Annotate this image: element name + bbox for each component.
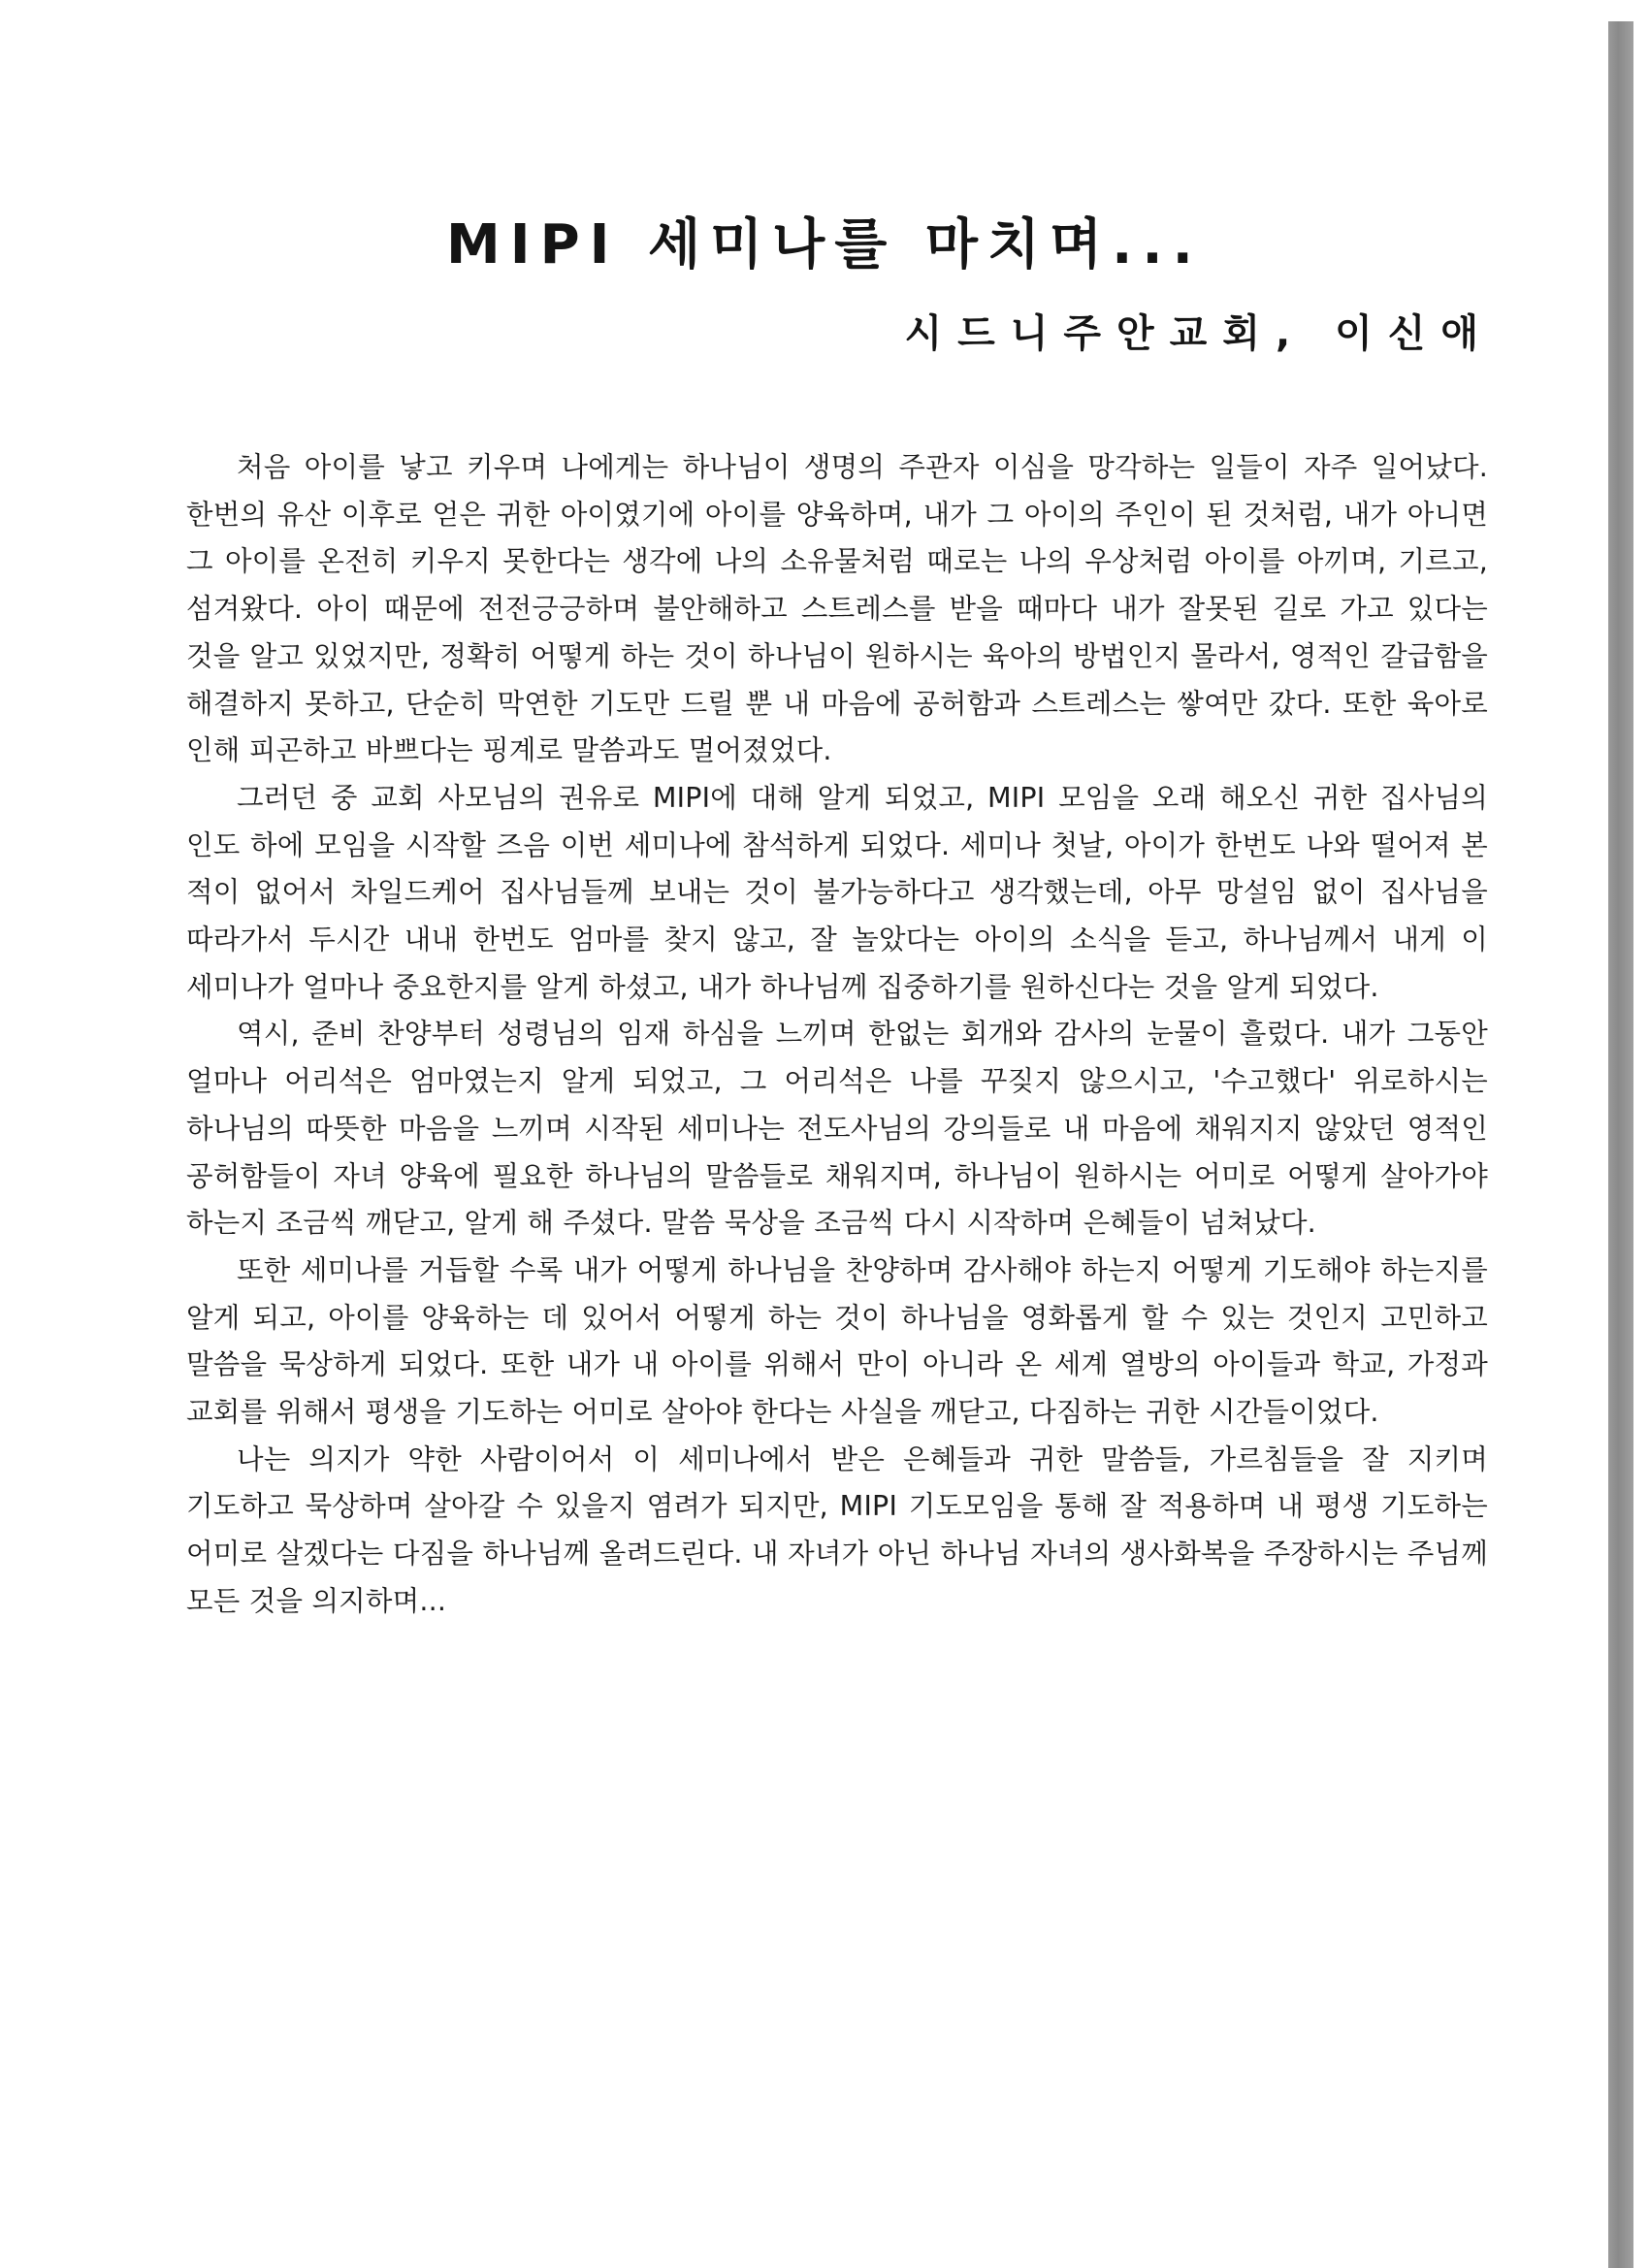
paragraph-1: 처음 아이를 낳고 키우며 나에게는 하나님이 생명의 주관자 이심을 망각하는 일들이 자주 일어났다. 한번의 유산 이후로 얻은 귀한 아이였기에 아이를 양육하며, 내가 그 아이의 주인이 된 것처럼, 내가 아니면 그 아이를 온전히 키우지 못한다는 생각에 나의 소유물처럼 때로는 나의 우상처럼 아이를 아끼며, 기르고, 섬겨왔다. 아이 때문에 전전긍긍하며 불안해하고 스트레스를 받을 때마다 내가 잘못된 길로 가고 있다는 것을 알고 있었지만, 정확히 어떻게 하는 것이 하나님이 원하시는 육아의 방법인지 몰라서, 영적인 갈급함을 해결하지 못하고, 단순히 막연한 기도만 드릴 뿐 내 마음에 공허함과 스트레스는 쌓여만 갔다. 또한 육아로 인해 피곤하고 바쁘다는 핑계로 말씀과도 멀어졌었다. — [186, 451, 1488, 767]
document-title: MIPI 세미나를 마치며... — [446, 213, 1203, 276]
scan-page-edge — [1608, 21, 1633, 2268]
author-byline: 시드니주안교회, 이신애 — [904, 311, 1494, 356]
paragraph-5: 나는 의지가 약한 사람이어서 이 세미나에서 받은 은혜들과 귀한 말씀들, 가르침들을 잘 지키며 기도하고 묵상하며 살아갈 수 있을지 염려가 되지만, MIPI 기도모임을 통해 잘 적용하며 내 평생 기도하는 어미로 살겠다는 다짐을 하나님께 올려드린다. 내 자녀가 아닌 하나님 자녀의 생사화복을 주장하시는 주님께 모든 것을 의지하며... — [186, 1442, 1488, 1617]
paragraph-3: 역시, 준비 찬양부터 성령님의 임재 하심을 느끼며 한없는 회개와 감사의 눈물이 흘렀다. 내가 그동안 얼마나 어리석은 엄마였는지 알게 되었고, 그 어리석은 나를 꾸짖지 않으시고, '수고했다' 위로하시는 하나님의 따뜻한 마음을 느끼며 시작된 세미나는 전도사님의 강의들로 내 마음에 채워지지 않았던 영적인 공허함들이 자녀 양육에 필요한 하나님의 말씀들로 채워지며, 하나님이 원하시는 어미로 어떻게 살아가야 하는지 조금씩 깨닫고, 알게 해 주셨다. 말씀 묵상을 조금씩 다시 시작하며 은혜들이 넘쳐났다. — [186, 1018, 1488, 1240]
paragraph-4: 또한 세미나를 거듭할 수록 내가 어떻게 하나님을 찬양하며 감사해야 하는지 어떻게 기도해야 하는지를 알게 되고, 아이를 양육하는 데 있어서 어떻게 하는 것이 하나님을 영화롭게 할 수 있는 것인지 고민하고 말씀을 묵상하게 되었다. 또한 내가 내 아이를 위해서 만이 아니라 온 세계 열방의 아이들과 학교, 가정과 교회를 위해서 평생을 기도하는 어미로 살아야 한다는 사실을 깨닫고, 다짐하는 귀한 시간들이었다. — [186, 1253, 1488, 1429]
paragraph-2: 그러던 중 교회 사모님의 권유로 MIPI에 대해 알게 되었고, MIPI 모임을 오래 해오신 귀한 집사님의 인도 하에 모임을 시작할 즈음 이번 세미나에 참석하게 되었다. 세미나 첫날, 아이가 한번도 나와 떨어져 본 적이 없어서 차일드케어 집사님들께 보내는 것이 불가능하다고 생각했는데, 아무 망설임 없이 집사님을 따라가서 두시간 내내 한번도 엄마를 찾지 않고, 잘 놀았다는 아이의 소식을 듣고, 하나님께서 내게 이 세미나가 얼마나 중요한지를 알게 하셨고, 내가 하나님께 집중하기를 원하신다는 것을 알게 되었다. — [186, 781, 1488, 1003]
document-body — [186, 444, 1488, 1626]
